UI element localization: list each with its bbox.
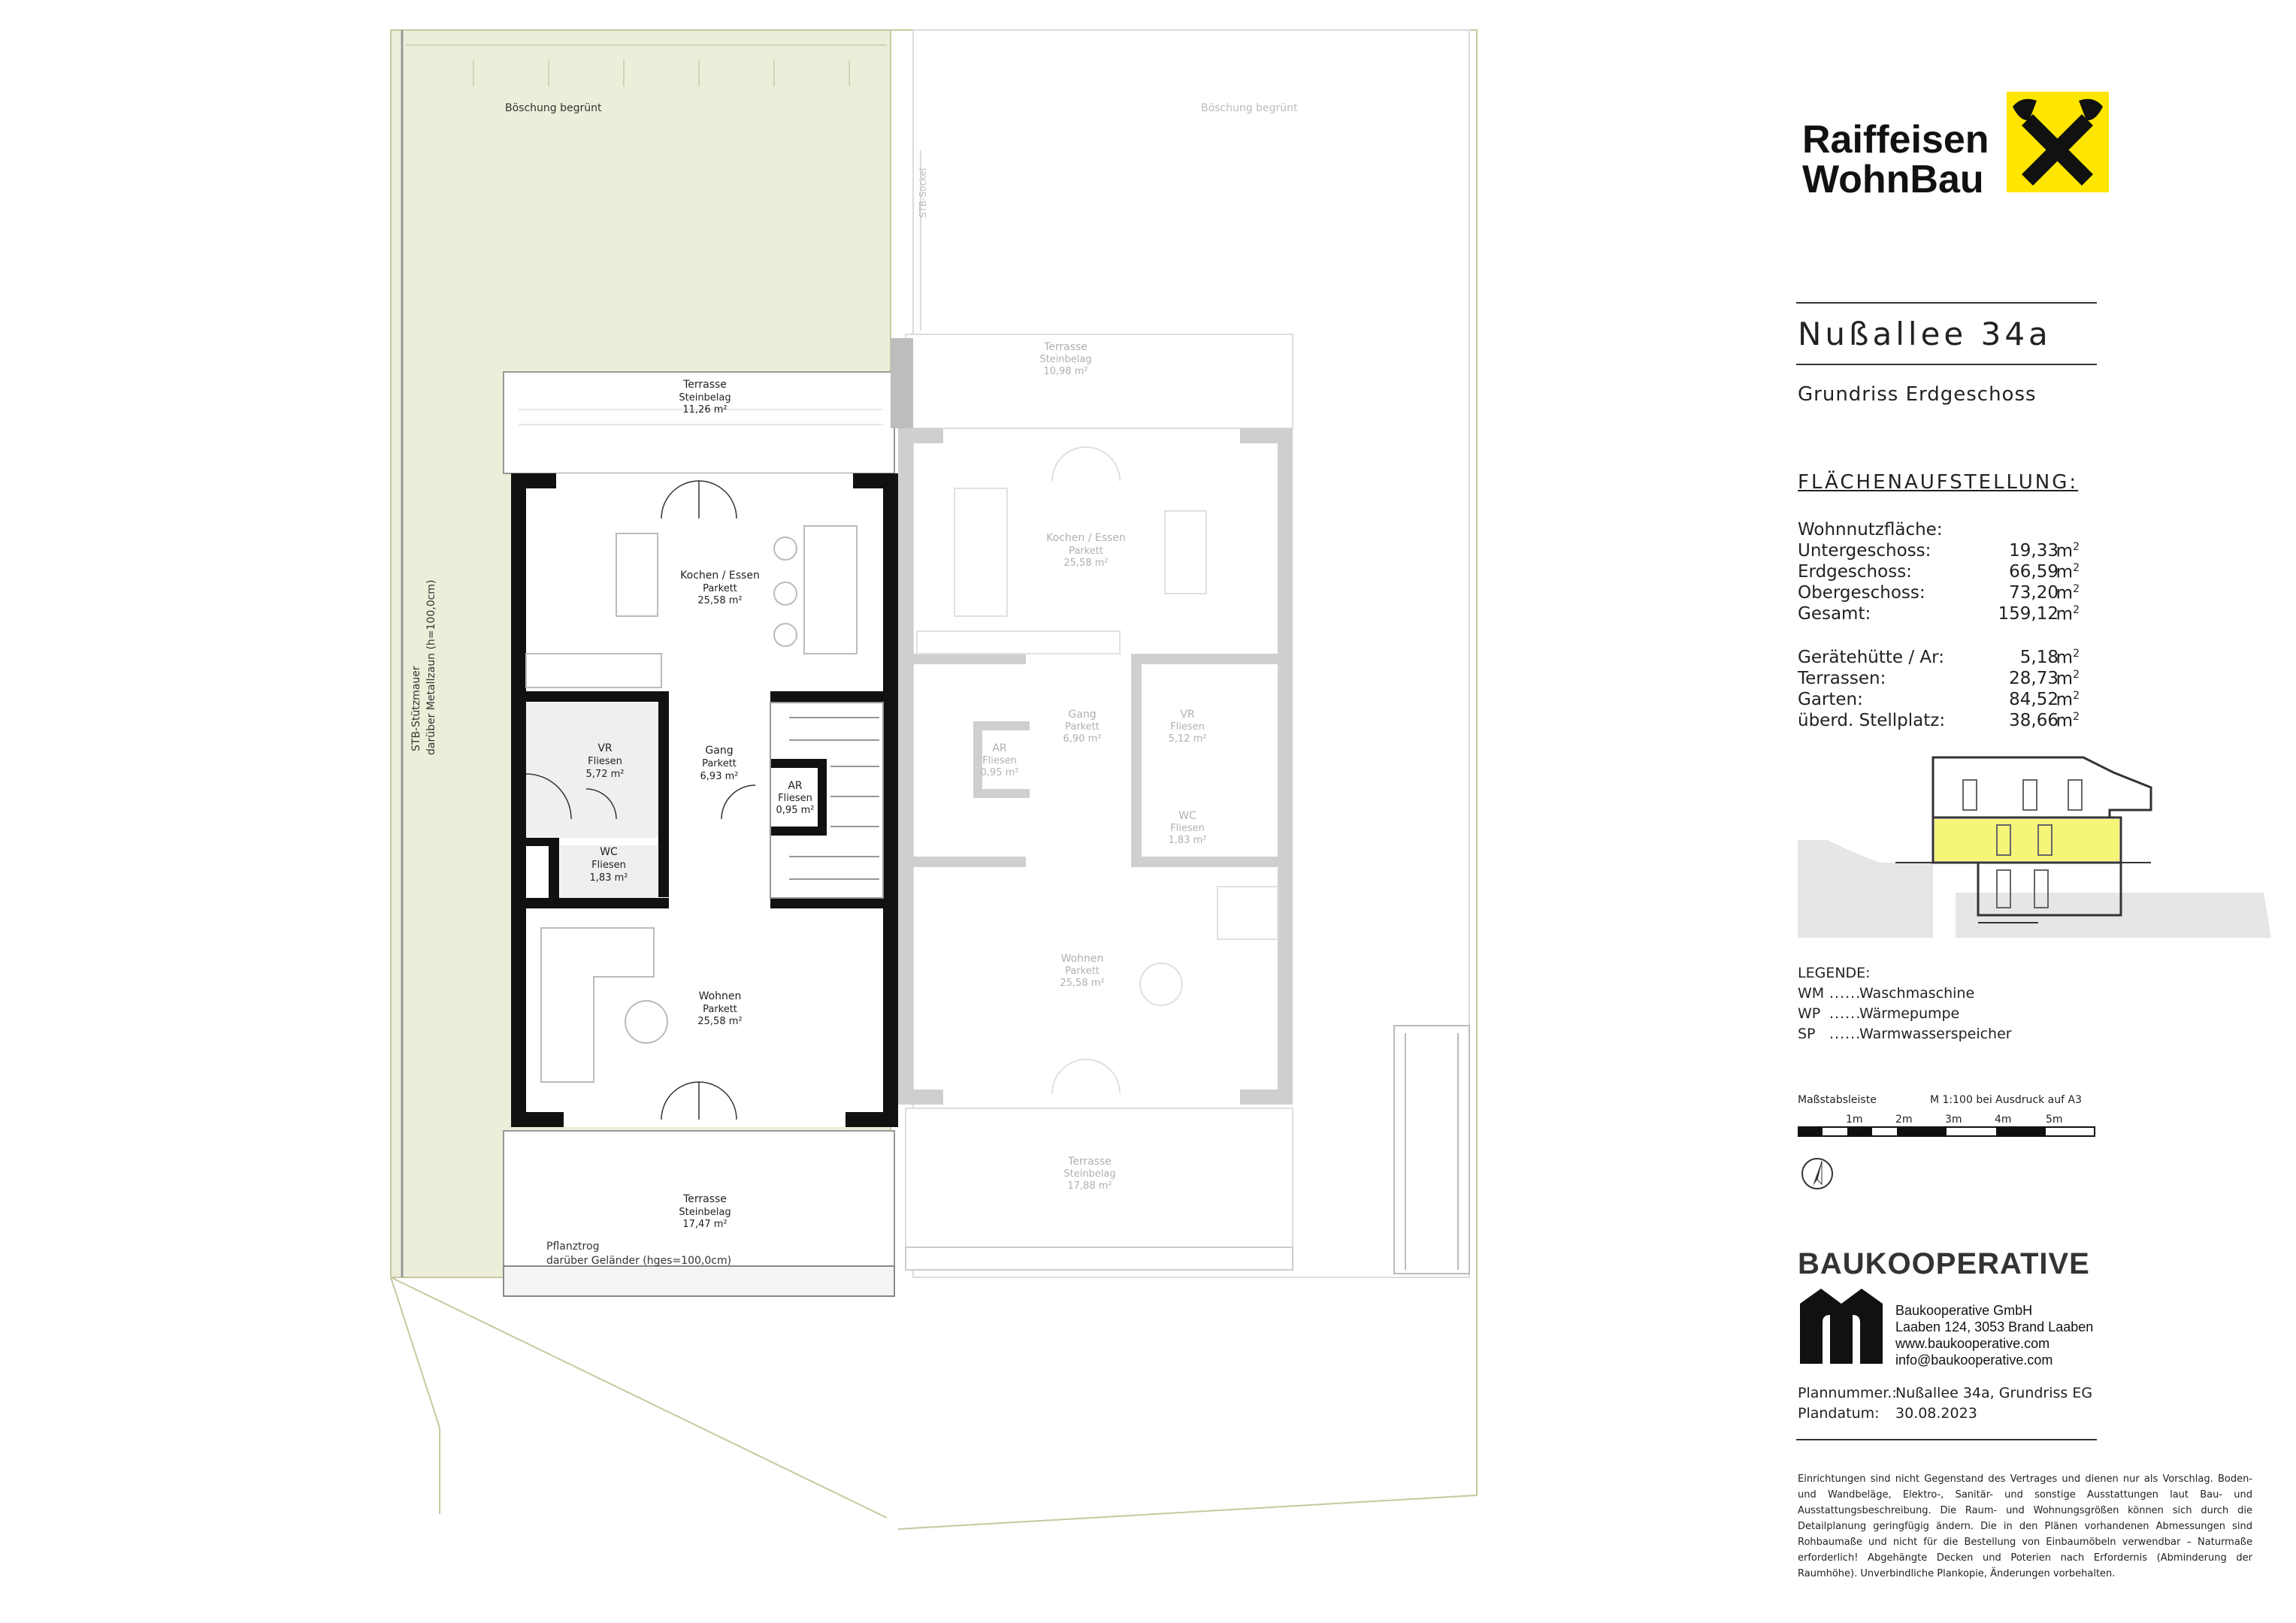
company-line: Baukooperative GmbH bbox=[1895, 1303, 2033, 1318]
label-boeschung: Böschung begrünt bbox=[505, 102, 602, 114]
neighbor-room-ar bbox=[981, 742, 1019, 778]
neighbor-planter bbox=[906, 1247, 1293, 1270]
svg-text:WC: WC bbox=[1178, 810, 1196, 822]
room-terrasse-bottom bbox=[679, 1193, 731, 1230]
svg-text:Terrasse: Terrasse bbox=[683, 1193, 727, 1205]
svg-text:11,26 m²: 11,26 m² bbox=[682, 404, 728, 416]
room-gang bbox=[700, 745, 739, 782]
svg-text:1,83 m²: 1,83 m² bbox=[589, 872, 628, 884]
svg-text:Terrasse: Terrasse bbox=[1044, 341, 1087, 353]
area-row: Gesamt: 159,12 $m^2$ bbox=[1798, 604, 2080, 624]
room-terrasse-top bbox=[679, 379, 731, 416]
area-row: Garten: 84,52 $m^2$ bbox=[1798, 690, 2080, 710]
plan-subtitle: Grundriss Erdgeschoss bbox=[1798, 383, 2037, 406]
neighbor-room-kochen-essen bbox=[1046, 532, 1126, 569]
outer-stair bbox=[1394, 1026, 1469, 1274]
area-row: Untergeschoss: 19,33 $m^2$ bbox=[1798, 541, 2080, 561]
project-title: Nußallee 34a bbox=[1798, 316, 2052, 352]
svg-text:25,58 m²: 25,58 m² bbox=[697, 1016, 743, 1027]
neighbor-walls bbox=[898, 428, 1293, 1105]
label-metallzaun: darüber Metallzaun (h=100,0cm) bbox=[425, 579, 437, 755]
svg-text:Terrasse: Terrasse bbox=[683, 379, 727, 391]
svg-text:AR: AR bbox=[788, 780, 803, 792]
svg-text:5,72 m²: 5,72 m² bbox=[585, 769, 625, 780]
svg-text:Fliesen: Fliesen bbox=[778, 793, 812, 804]
svg-text:Fliesen: Fliesen bbox=[1170, 721, 1205, 733]
svg-text:17,88 m²: 17,88 m² bbox=[1067, 1180, 1112, 1192]
svg-text:Terrasse: Terrasse bbox=[1068, 1156, 1112, 1168]
area-row: überd. Stellplatz: 38,66 $m^2$ bbox=[1798, 711, 2080, 731]
terrace-top-neighbor bbox=[906, 334, 1293, 428]
company-line: Laaben 124, 3053 Brand Laaben bbox=[1895, 1319, 2094, 1334]
divider-title bbox=[1796, 364, 2097, 365]
company-name: BAUKOOPERATIVE bbox=[1798, 1247, 2090, 1280]
legend-title: LEGENDE: bbox=[1798, 965, 1871, 981]
neighbor-room-gang bbox=[1063, 709, 1102, 745]
svg-text:Parkett: Parkett bbox=[703, 583, 737, 594]
svg-text:6,90 m²: 6,90 m² bbox=[1063, 733, 1102, 745]
svg-text:Parkett: Parkett bbox=[703, 1004, 737, 1015]
scale-note: M 1:100 bei Ausdruck auf A3 bbox=[1930, 1094, 2082, 1106]
pflanztrog bbox=[504, 1266, 894, 1296]
svg-text:Fliesen: Fliesen bbox=[982, 755, 1017, 766]
label-gelaender: darüber Geländer (hges=100,0cm) bbox=[546, 1255, 732, 1267]
neighbor-room-wohnen bbox=[1060, 953, 1104, 989]
label-stuetzmauer: STB-Stützmauer bbox=[410, 666, 422, 751]
svg-text:Parkett: Parkett bbox=[702, 758, 737, 769]
plannummer: Plannummer.: Nußallee 34a, Grundriss EG bbox=[1798, 1385, 2093, 1401]
giebelkreuz-icon bbox=[2007, 92, 2109, 192]
svg-text:Gang: Gang bbox=[1068, 709, 1097, 721]
svg-text:Parkett: Parkett bbox=[1065, 721, 1100, 733]
scale-tick: 3m bbox=[1945, 1114, 1962, 1126]
svg-text:Steinbelag: Steinbelag bbox=[1063, 1168, 1116, 1180]
svg-text:Steinbelag: Steinbelag bbox=[679, 392, 731, 403]
north-arrow-icon bbox=[1801, 1157, 1834, 1190]
svg-text:WC: WC bbox=[600, 846, 618, 858]
area-row: Terrassen: 28,73 $m^2$ bbox=[1798, 669, 2080, 689]
divider-bottom bbox=[1796, 1439, 2097, 1440]
scale-tick: 2m bbox=[1895, 1114, 1913, 1126]
label-stb-sockel: STB-Sockel bbox=[918, 168, 928, 218]
scale-tick: 5m bbox=[2046, 1114, 2063, 1126]
svg-text:17,47 m²: 17,47 m² bbox=[682, 1219, 728, 1230]
legend-item: WM .......Waschmaschine bbox=[1798, 985, 1975, 1002]
svg-text:6,93 m²: 6,93 m² bbox=[700, 771, 739, 782]
brand-name: Raiffeisen WohnBau bbox=[1802, 118, 1989, 201]
divider-top bbox=[1796, 302, 2097, 304]
area-row: Erdgeschoss: 66,59 $m^2$ bbox=[1798, 562, 2080, 582]
scale-bar bbox=[1798, 1126, 2098, 1138]
svg-text:25,58 m²: 25,58 m² bbox=[697, 595, 743, 606]
svg-text:AR: AR bbox=[992, 742, 1007, 754]
svg-text:VR: VR bbox=[597, 742, 613, 754]
legend-item: WP .......Wärmepumpe bbox=[1798, 1005, 1960, 1022]
neighbor-furniture bbox=[917, 447, 1278, 1093]
neighbor-room-vr bbox=[1169, 709, 1207, 745]
scale-tick: 4m bbox=[1995, 1114, 2012, 1126]
highlight-floor bbox=[1935, 819, 2119, 861]
scale-tick: 1m bbox=[1846, 1114, 1863, 1126]
neighbor-room-terrasse-bottom bbox=[1063, 1156, 1115, 1192]
plandatum: Plandatum: 30.08.2023 bbox=[1798, 1405, 1977, 1422]
svg-text:1,83 m²: 1,83 m² bbox=[1168, 835, 1207, 846]
scale-label: Maßstabsleiste bbox=[1798, 1094, 1877, 1106]
svg-text:0,95 m²: 0,95 m² bbox=[776, 805, 815, 816]
area-row: Gerätehütte / Ar: 5,18 $m^2$ bbox=[1798, 648, 2080, 668]
party-wall bbox=[891, 338, 913, 428]
neighbor-room-terrasse-top bbox=[1039, 341, 1091, 377]
svg-text:Wohnen: Wohnen bbox=[1060, 953, 1104, 965]
svg-text:10,98 m²: 10,98 m² bbox=[1043, 366, 1088, 377]
svg-text:25,58 m²: 25,58 m² bbox=[1063, 558, 1109, 569]
svg-text:5,12 m²: 5,12 m² bbox=[1168, 733, 1207, 745]
svg-text:Fliesen: Fliesen bbox=[1170, 823, 1205, 834]
area-heading: Wohnnutzfläche: bbox=[1798, 520, 1943, 539]
company-line: info@baukooperative.com bbox=[1895, 1352, 2053, 1368]
svg-text:Steinbelag: Steinbelag bbox=[679, 1207, 731, 1218]
svg-text:Kochen / Essen: Kochen / Essen bbox=[1046, 532, 1126, 544]
svg-text:Parkett: Parkett bbox=[1065, 966, 1100, 977]
svg-text:Fliesen: Fliesen bbox=[591, 860, 626, 871]
company-line: www.baukooperative.com bbox=[1895, 1336, 2050, 1351]
svg-text:0,95 m²: 0,95 m² bbox=[980, 767, 1019, 778]
area-row: Obergeschoss: 73,20 $m^2$ bbox=[1798, 583, 2080, 603]
baukooperative-logo bbox=[1800, 1289, 1883, 1364]
svg-text:Kochen / Essen: Kochen / Essen bbox=[680, 570, 760, 582]
label-boeschung-neighbor: Böschung begrünt bbox=[1201, 102, 1298, 114]
label-pflanztrog: Pflanztrog bbox=[546, 1241, 600, 1253]
svg-text:VR: VR bbox=[1180, 709, 1195, 721]
svg-text:Wohnen: Wohnen bbox=[698, 990, 742, 1002]
svg-text:Gang: Gang bbox=[705, 745, 734, 757]
neighbor-room-wc bbox=[1169, 810, 1207, 846]
raiffeisen-logo bbox=[2007, 92, 2109, 192]
svg-text:Steinbelag: Steinbelag bbox=[1039, 354, 1092, 365]
legend-item: SP .......Warmwasserspeicher bbox=[1798, 1026, 2012, 1042]
svg-text:Fliesen: Fliesen bbox=[588, 756, 622, 767]
area-summary-title: FLÄCHENAUFSTELLUNG: bbox=[1798, 471, 2079, 494]
svg-text:25,58 m²: 25,58 m² bbox=[1060, 978, 1105, 989]
disclaimer: Einrichtungen sind nicht Gegenstand des Vertrages und dienen nur als Vorschlag. Boden- und Wandbeläge, Elektro-, Sanitär- und sonstige Ausstattungen laut Bau- und Ausstattungsbeschreibung. Die Raum- und Wohnungsgrößen können sich durch die Detailplanung geringfügig ändern. Die in den Plänen vorhandenen Abmessungen sind Rohbaumaße und nicht für die Bestellung von Einbaumöbeln verwendbar – Naturmaße erforderlich! Abgehängte Decken und Poterien nach Erfordernis (Abminderung der Raumhöhe). Unverbindliche Plankopie, Änderungen vorbehalten. bbox=[1798, 1473, 2252, 1579]
room-wohnen bbox=[697, 990, 742, 1027]
building-section-diagram bbox=[1798, 750, 2271, 938]
svg-text:Parkett: Parkett bbox=[1069, 546, 1103, 557]
